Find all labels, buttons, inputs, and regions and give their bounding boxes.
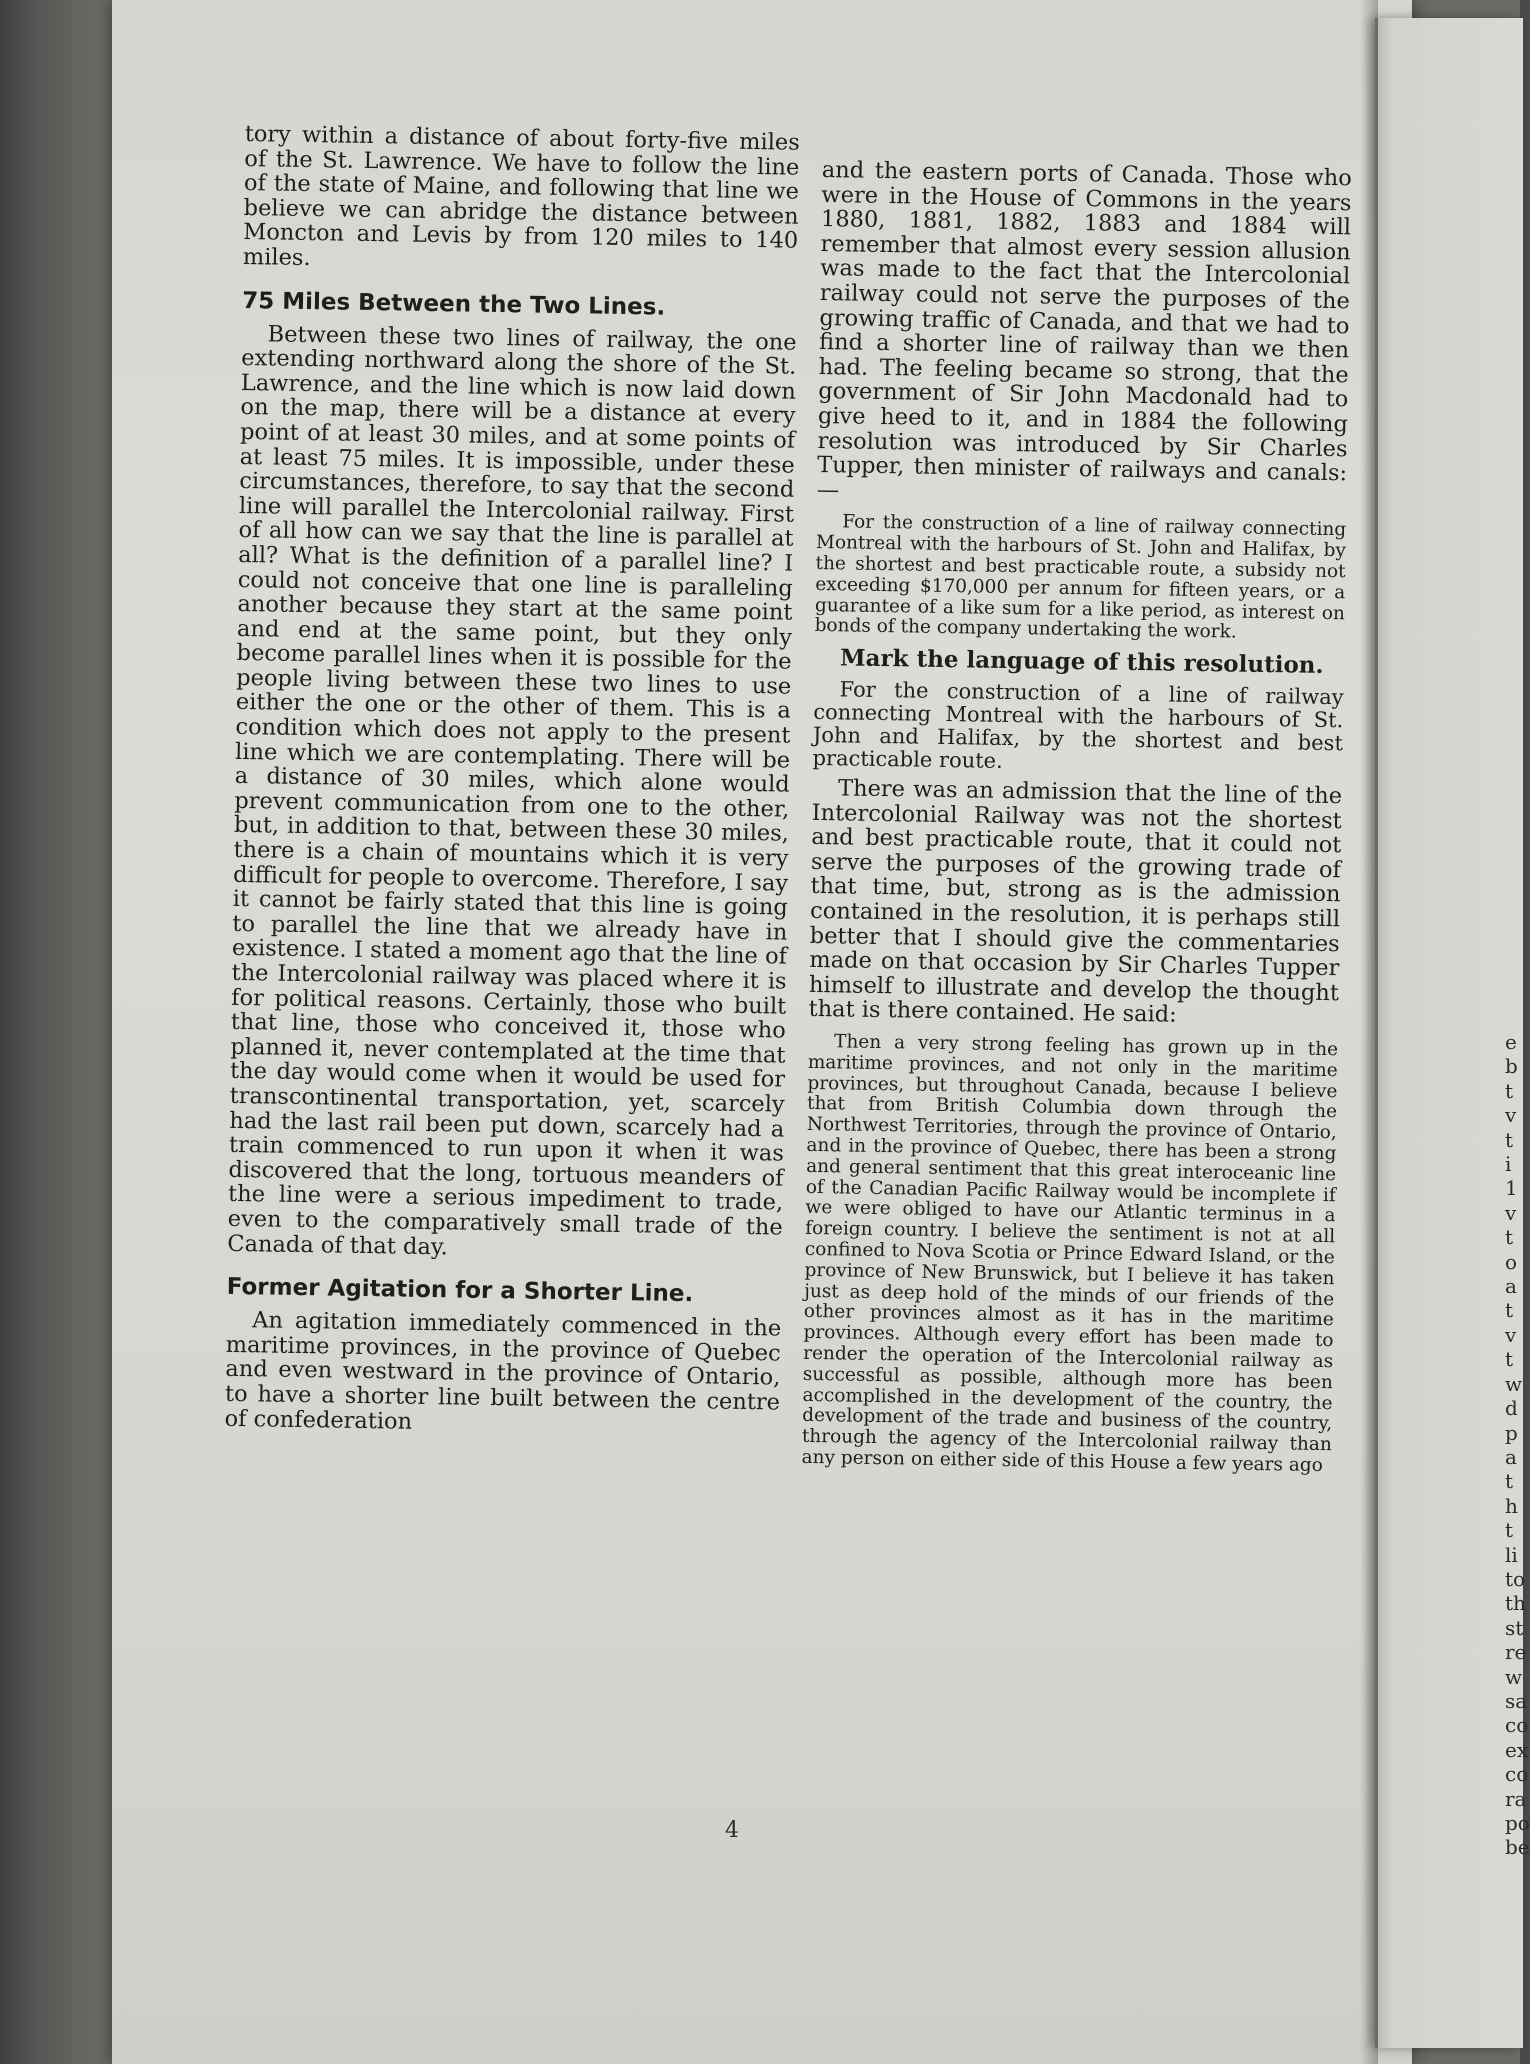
section-heading: Mark the language of this resolution. bbox=[839, 644, 1324, 680]
paragraph: An agitation immediately commenced in the maritime provinces, in the province of Quebec and even westward in the province of Ontario, to have a shorter line built between the centre of confederation bbox=[224, 1307, 782, 1435]
section-heading: 75 Miles Between the Two Lines. bbox=[241, 287, 666, 321]
paragraph: and the eastern ports of Canada. Those who were in the House of Commons in the years 1880, 1881, 1882, 1883 and 1884 will remember that almost every session allusion was made to the fact that the Intercolonial railway could not serve the purposes of the growing traffic of Canada, and that we had to find a shorter line of railway than we then had. The feeling became so strong, that the government of Sir John Macdonald had to give heed to it, and in 1884 the following resolution was introduced by Sir Charles Tupper, then minister of railways and canals:— bbox=[816, 157, 1352, 504]
adjacent-page-edge bbox=[1375, 18, 1530, 2048]
left-text-column bbox=[224, 122, 800, 1446]
section-heading: Former Agitation for a Shorter Line. bbox=[226, 1273, 694, 1308]
paragraph: Between these two lines of railway, the one extending northward along the shore of the St. Lawrence, and the line which is now laid down on the map, there will be a distance at every point of at least 30 miles, and at some points of at least 75 miles. It is impossible, under these circumstances, therefore, to say that the second line will parallel the Intercolonial railway. First of all how can we say that the line is parallel at all? What is the definition of a parallel line? I could not conceive that one line is paralleling another because they start at the same point and end at the same point, but they only become parallel lines when it is possible for the people living between these two lines to use either the one or the other of them. This is a condition which does not apply to the present line which we are contemplating. There will be a distance of 30 miles, which alone would prevent communication from one to the other, but, in addition to that, between these 30 miles, there is a chain of mountains which it is very difficult for people to overcome. Therefore, I say it cannot be fairly stated that this line is going to parallel the line that we already have in existence. I stated a moment ago that the line of the Intercolonial railway was placed where it is for political reasons. Certainly, those who built that line, those who conceived it, those who planned it, never contemplated at the time that the day would come when it would be used for transcontinental transportation, yet, scarcely had the last rail been put down, scarcely had a train commenced to run upon it when it was discovered that the long, tortuous meanders of the line were a serious impediment to trade, even to the comparatively small trade of the Canada of that day. bbox=[227, 320, 797, 1260]
block-quote: Then a very strong feeling has grown up in the maritime provinces, and not only in the maritime provinces, but throughout Canada, because I believe that from British Columbia down through the Northwest Territories, through the province of Ontario, and in the province of Quebec, there has been a strong and general sentiment that this great interoceanic line of the Canadian Pacific Railway would be incomplete if we were obliged to have our Atlantic terminus in a foreign country. I believe the sentiment is not at all confined to Nova Scotia or Prince Edward Island, or the province of New Brunswick, but I believe it has taken just as deep hold of the minds of our friends of the other provinces almost as it has in the maritime provinces. Although every effort has been made to render the operation of the Intercolonial railway as successful as possible, although more has been accomplished in the development of the country, the development of the trade and business of the country, through the agency of the Intercolonial railway than any person on either side of this House a few years ago bbox=[801, 1031, 1339, 1476]
right-text-column bbox=[801, 158, 1352, 1483]
block-quote: For the construction of a line of railway connecting Montreal with the harbours of St. John and Halifax, by the shortest and best practicable route, a subsidy not exceeding $170,000 per annum for fifteen years, or a guarantee of a like sum for a like period, as interest on bonds of the company undertaking the work. bbox=[814, 511, 1347, 643]
paragraph: tory within a distance of about forty-five miles of the St. Lawrence. We have to follow the line of the state of Maine, and following that line we believe we can abridge the distance between Moncton and Levis by from 120 miles to 140 miles. bbox=[242, 121, 800, 272]
page-number: 4 bbox=[725, 1818, 739, 1843]
block-quote: For the construction of a line of railway connecting Montreal with the harbours of St. John and Halifax, by the shortest and best practicable route. bbox=[812, 677, 1344, 774]
paragraph: There was an admission that the line of the Intercolonial Railway was not the shortest and best practicable route, that it could not serve the purposes of the growing trade of that time, but, strong as is the admission contained in the resolution, it is perhaps still better that I should give the commentaries made on that occasion by Sir Charles Tupper himself to illustrate and develop the thought that is there contained. He said: bbox=[808, 775, 1343, 1029]
next-page-text-fragments: e b t v t i 1 v t o a t v t w d p a t h t li to th st re w sa co ex co ra po be bbox=[1505, 1030, 1530, 1860]
